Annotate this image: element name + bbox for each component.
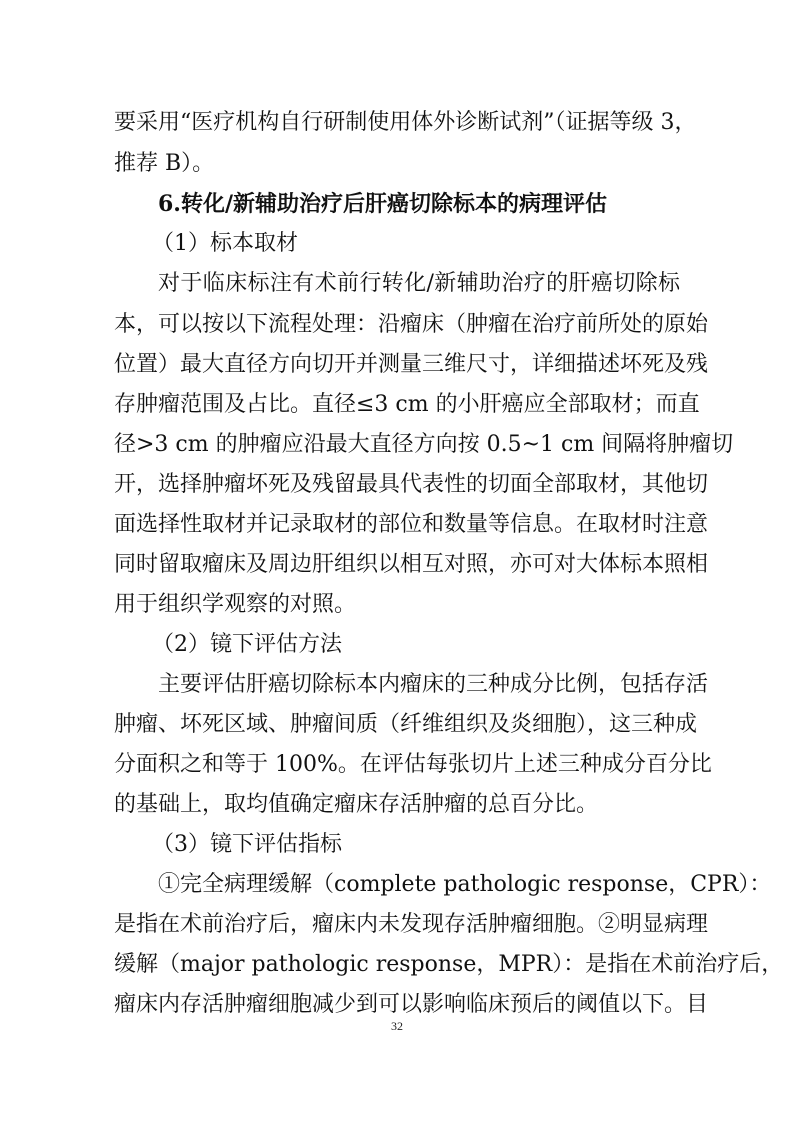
section-heading: 6.转化/新辅助治疗后肝癌切除标本的病理评估 — [158, 191, 608, 217]
page-number: 32 — [391, 1019, 403, 1033]
body-text-line: 对于临床标注有术前行转化/新辅助治疗的肝癌切除标 — [158, 271, 680, 296]
body-text-line: 径>3 cm 的肿瘤应沿最大直径方向按 0.5~1 cm 间隔将肿瘤切 — [114, 432, 734, 457]
body-text-line: 开，选择肿瘤坏死及残留最具代表性的切面全部取材，其他切 — [114, 472, 709, 497]
body-text-line: 位置）最大直径方向切开并测量三维尺寸，详细描述坏死及残 — [114, 352, 709, 377]
body-text-line: 面选择性取材并记录取材的部位和数量等信息。在取材时注意 — [114, 512, 709, 537]
body-text-line: 缓解（major pathologic response，MPR）：是指在术前治疗后， — [114, 952, 784, 977]
body-text-line: 肿瘤、坏死区域、肿瘤间质（纤维组织及炎细胞），这三种成 — [114, 712, 698, 737]
subsection-heading: （1）标本取材 — [152, 231, 298, 256]
body-text-line: 瘤床内存活肿瘤细胞减少到可以影响临床预后的阈值以下。目 — [114, 992, 709, 1017]
body-text-line: 是指在术前治疗后，瘤床内未发现存活肿瘤细胞。②明显病理 — [114, 912, 709, 937]
body-text-line: 的基础上，取均值确定瘤床存活肿瘤的总百分比。 — [114, 792, 599, 817]
body-text-line: 用于组织学观察的对照。 — [114, 592, 357, 617]
body-text-line: 同时留取瘤床及周边肝组织以相互对照，亦可对大体标本照相 — [114, 552, 709, 577]
subsection-heading: （2）镜下评估方法 — [152, 632, 342, 657]
body-text-line: 分面积之和等于 100%。在评估每张切片上述三种成分百分比 — [114, 752, 712, 777]
body-text-line: 主要评估肝癌切除标本内瘤床的三种成分比例，包括存活 — [158, 672, 709, 697]
body-text-line: 推荐 B）。 — [114, 151, 215, 176]
body-text-line: 要采用“医疗机构自行研制使用体外诊断试剂”（证据等级 3， — [114, 110, 697, 135]
subsection-heading: （3）镜下评估指标 — [152, 832, 342, 857]
body-text-line: ①完全病理缓解（complete pathologic response，CPR）： — [158, 872, 772, 897]
body-text-line: 存肿瘤范围及占比。直径≤3 cm 的小肝癌应全部取材；而直 — [114, 392, 700, 417]
body-text-line: 本，可以按以下流程处理：沿瘤床（肿瘤在治疗前所处的原始 — [114, 312, 709, 337]
